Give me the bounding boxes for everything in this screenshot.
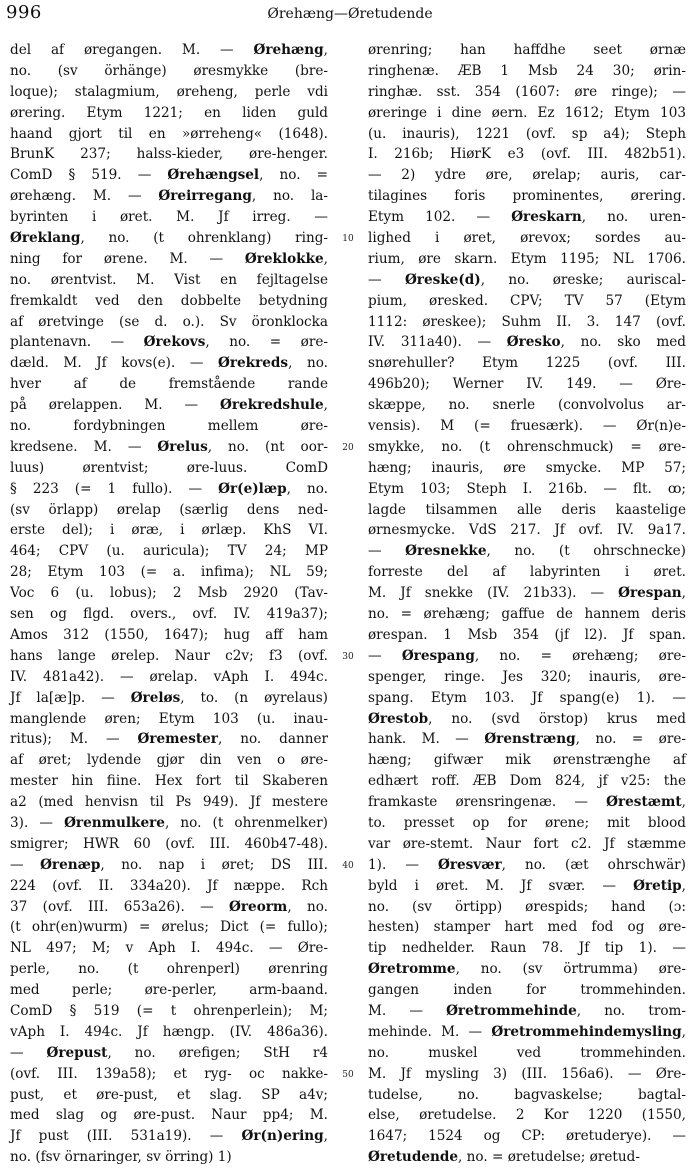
text-line: skæppe, no. snerle (convolvolus ar-: [368, 397, 686, 414]
text-line: haand gjort til en »ørreheng« (1648).: [10, 125, 328, 142]
headword: Ørekovs: [143, 334, 206, 351]
text-line: M. Jf mysling 3) (III. 156a6). — Øre-: [368, 1065, 686, 1082]
text-line: Øreklang, no. (t ohrenklang) ring-: [10, 230, 328, 247]
text-line: hver af de fremstående rande: [10, 376, 328, 393]
text-line: — Øresnekke, no. (t ohrschnecke): [368, 543, 686, 560]
text-line: Voc 6 (u. lobus); 2 Msb 2920 (Tav-: [10, 585, 328, 602]
headword: Ørehængsel: [167, 167, 260, 184]
text-line: smigrer; HWR 60 (ovf. III. 460b47-48).: [10, 835, 328, 852]
text-line: ringhenæ. ÆB 1 Msb 24 30; ørin-: [368, 62, 686, 79]
headword: Ørespang: [401, 647, 475, 664]
text-line: Jf pust (III. 531a19). — Ør(n)ering,: [10, 1128, 328, 1145]
text-line: sen og flgd. overs., ovf. IV. 419a37);: [10, 606, 328, 623]
running-head: Ørehæng—Øretudende: [267, 6, 433, 22]
headword: Øreske(d): [404, 271, 481, 288]
text-line: no. fordybningen mellem øre-: [10, 418, 328, 435]
text-line: Jf la[æ]p. — Øreløs, to. (n øyrelaus): [10, 689, 328, 706]
text-line: a2 (med henvisn til Ps 949). Jf mestere: [10, 794, 328, 811]
text-line: Etym 103; Steph I. 216b. — flt. ꝏ;: [368, 480, 686, 497]
margin-line-number: 20: [342, 443, 354, 454]
margin-line-number: 40: [342, 861, 354, 872]
text-line: på ørelappen. M. — Ørekredshule,: [10, 397, 328, 414]
text-line: tip nedhelder. Raun 78. Jf tip 1). —: [368, 940, 686, 957]
text-line: plantenavn. — Ørekovs, no. = øre-: [10, 334, 328, 351]
text-line: 1112: øreskee); Suhm II. 3. 147 (ovf.: [368, 313, 686, 330]
headword: Ørekreds: [218, 355, 289, 372]
text-line: hank. M. — Ørenstræng, no. = øre-: [368, 731, 686, 748]
text-line: med perle; øre-perler, arm-baand.: [10, 982, 328, 999]
text-line: 224 (ovf. II. 334a20). Jf næppe. Rch: [10, 877, 328, 894]
headword: Øresko: [506, 334, 561, 351]
text-line: IV. 311a40). — Øresko, no. sko med: [368, 334, 686, 351]
text-line: øreringe i dine øern. Ez 1612; Etym 103: [368, 104, 686, 121]
text-line: Øretudende, no. = øretudelse; øretud-: [368, 1149, 640, 1166]
text-line: else, øretudelse. 2 Kor 1220 (1550,: [368, 1107, 686, 1124]
headword: Øreklokke: [244, 250, 324, 267]
text-line: edhært roff. ÆB Dom 824, jf v25: the: [368, 773, 686, 790]
text-line: IV. 481a42). — ørelap. vAph I. 494c.: [10, 668, 328, 685]
text-line: mehinde. M. — Øretrommehindemysling,: [368, 1023, 686, 1040]
text-line: tudelse, no. bagvaskelse; bagtal-: [368, 1086, 686, 1103]
headword: Øreorm: [229, 898, 288, 915]
text-line: tilagines foris prominentes, ørering.: [368, 188, 686, 205]
text-line: loque); stalagmium, øreheng, perle vdi: [10, 83, 328, 100]
text-line: gangen inden for trommehinden.: [368, 982, 686, 999]
text-line: ørespan. 1 Msb 354 (jf l2). Jf span.: [368, 626, 686, 643]
text-line: med slag og øre-pust. Naur pp4; M.: [10, 1107, 328, 1124]
text-line: 1647; 1524 og CP: øretuderye). —: [368, 1128, 686, 1145]
text-line: pium, øresked. CPV; TV 57 (Etym: [368, 292, 686, 309]
text-line: — 2) ydre øre, ørelap; auris, car-: [368, 167, 686, 184]
text-line: pust, et øre-pust, et slag. SP a4v;: [10, 1086, 328, 1103]
headword: Ørespan: [618, 585, 682, 602]
text-line: Øretromme, no. (sv örtrumma) øre-: [368, 961, 686, 978]
headword: Øresnekke: [405, 543, 487, 560]
text-line: Etym 102. — Øreskarn, no. uren-: [368, 209, 686, 226]
headword: Øreløs: [130, 689, 181, 706]
margin-line-number: 50: [342, 1070, 354, 1081]
text-line: hans lange ørelep. Naur c2v; f3 (ovf.: [10, 647, 328, 664]
text-line: var øre-stemt. Naur fort c2. Jf stæmme: [368, 835, 686, 852]
text-line: ringhæ. sst. 354 (1607: øre ringe); —: [368, 83, 686, 100]
text-line: lagde tilsammen alle deris kaastelige: [368, 501, 686, 518]
right-column: [368, 40, 686, 1166]
headword: Øreirregang: [158, 188, 252, 205]
text-line: byld i øret. M. Jf svær. — Øretip,: [368, 877, 686, 894]
headword: Ørenmulkere: [64, 814, 165, 831]
text-line: — Ørenæp, no. nap i øret; DS III.: [10, 856, 328, 873]
text-line: Ørestob, no. (svd örstop) krus med: [368, 710, 686, 727]
text-line: framkaste ørensringenæ. — Ørestæmt,: [368, 794, 686, 811]
headword: Øretudende: [368, 1149, 459, 1166]
text-line: spenger, ringe. Jes 320; inauris, øre-: [368, 668, 686, 685]
headword: Ørenstræng: [484, 731, 576, 748]
headword: Ørenæp: [40, 856, 101, 873]
text-line: af øret; lydende gjør din ven o øre-: [10, 752, 328, 769]
headword: Øretromme: [368, 961, 456, 978]
text-line: hæng; gifwær mik ørenstrænghe af: [368, 752, 686, 769]
margin-line-number: 30: [342, 652, 354, 663]
margin-line-number: 10: [342, 234, 354, 245]
headword: Øretrommehinde: [446, 1002, 577, 1019]
headword: Ørestæmt: [606, 794, 682, 811]
text-line: ComD § 519 (= t ohrenperlein); M;: [10, 1002, 328, 1019]
text-line: snørehuller? Etym 1225 (ovf. III.: [368, 355, 686, 372]
text-line: ørenring; han haffdhe seet ørnæ: [368, 42, 686, 58]
text-line: M. — Øretrommehinde, no. trom-: [368, 1002, 686, 1019]
text-line: smykke, no. (t ohrenschmuck) = øre-: [368, 438, 686, 455]
text-line: forreste del af labyrinten i øret.: [368, 564, 686, 581]
text-line: 28; Etym 103 (= a. infima); NL 59;: [10, 564, 328, 581]
text-line: no. muskel ved trommehinden.: [368, 1044, 686, 1061]
text-line: (ovf. III. 139a58); et ryg- oc nakke-: [10, 1065, 328, 1082]
text-line: (sv örlapp) ørelap (særlig dens ned-: [10, 501, 328, 518]
text-line: no. = ørehæng; gaffue de hannem deris: [368, 606, 686, 623]
text-line: af øretvinge (se d. o.). Sv öronklocka: [10, 313, 328, 330]
headword: Øresvær: [437, 856, 502, 873]
text-line: ning for ørene. M. — Øreklokke,: [10, 250, 328, 267]
text-line: kredsene. M. — Ørelus, no. (nt oor-: [10, 438, 328, 455]
headword: Ørehæng: [253, 42, 324, 58]
text-line: no. (sv örtipp) ørespids; hand (ɔ:: [368, 898, 686, 915]
text-line: ørehæng. M. — Øreirregang, no. la-: [10, 188, 329, 205]
headword: Øremester: [137, 731, 218, 748]
text-line: (u. inauris), 1221 (ovf. sp a4); Steph: [368, 125, 686, 142]
headword: Øretrommehindemysling: [491, 1023, 682, 1040]
text-line: erste del); i øræ, i ørlæp. KhS VI.: [10, 522, 328, 539]
text-line: ritus); M. — Øremester, no. danner: [10, 731, 328, 748]
text-line: ComD § 519. — Ørehængsel, no. =: [10, 167, 328, 184]
text-line: perle, no. (t ohrenperl) ørenring: [10, 961, 328, 978]
headword: Øretip: [633, 877, 682, 894]
text-line: 3). — Ørenmulkere, no. (t ohrenmelker): [10, 814, 328, 831]
text-line: manglende øren; Etym 103 (u. inau-: [10, 710, 328, 727]
headword: Øreskarn: [511, 209, 582, 226]
headword: Ørepust: [46, 1044, 108, 1061]
text-line: (t ohr(en)wurm) = ørelus; Dict (= fullo);: [10, 919, 328, 936]
headword: Ør(n)ering: [241, 1128, 324, 1145]
left-column: [10, 40, 329, 1166]
text-line: luus) ørentvist; øre-luus. ComD: [10, 459, 328, 476]
text-line: § 223 (= 1 fullo). — Ør(e)læp, no.: [10, 480, 328, 497]
text-line: hesten) stamper hart med fod og øre-: [368, 919, 686, 936]
page-number: 996: [6, 2, 42, 23]
text-line: fremkaldt ved den dobbelte betydning: [10, 292, 328, 309]
text-line: 37 (ovf. III. 653a26). — Øreorm, no.: [10, 898, 328, 915]
text-line: to. presset op for ørene; mit blood: [368, 814, 686, 831]
text-line: spang. Etym 103. Jf spang(e) 1). —: [368, 689, 686, 706]
headword: Ørekredshule: [220, 397, 324, 414]
text-line: no. ørentvist. M. Vist en fejltagelse: [10, 271, 328, 288]
text-line: ørering. Etym 1221; en liden guld: [10, 104, 328, 121]
text-line: Amos 312 (1550, 1647); hug aff ham: [10, 626, 328, 643]
text-line: — Ørespang, no. = ørehæng; øre-: [368, 647, 686, 664]
headword: Ørestob: [368, 710, 429, 727]
headword: Øreklang: [10, 230, 81, 247]
text-line: NL 497; M; v Aph I. 494c. — Øre-: [10, 940, 328, 957]
text-line: vAph I. 494c. Jf hængp. (IV. 486a36).: [10, 1023, 328, 1040]
text-line: dæld. M. Jf kovs(e). — Ørekreds, no.: [10, 355, 328, 372]
text-line: rium, øre skarn. Etym 1195; NL 1706.: [368, 250, 686, 267]
headword: Ørelus: [157, 438, 208, 455]
text-line: del af øregangen. M. — Ørehæng,: [10, 42, 328, 58]
text-line: no. (sv örhänge) øresmykke (bre-: [10, 62, 328, 79]
text-line: M. Jf snekke (IV. 21b33). — Ørespan,: [368, 585, 686, 602]
text-line: no. (fsv örnaringer, sv örring) 1): [10, 1149, 232, 1166]
page-header: [0, 0, 700, 30]
text-line: BrunK 237; halss-kieder, øre-henger.: [10, 146, 328, 163]
text-line: 496b20); Werner IV. 149. — Øre-: [368, 376, 686, 393]
text-line: ørnesmycke. VdS 217. Jf ovf. IV. 9a17.: [368, 522, 686, 539]
text-line: mester hin fiine. Hex fort til Skaberen: [10, 773, 328, 790]
text-line: vensis). M (= fruesærk). — Ør(n)e-: [368, 418, 686, 435]
text-line: I. 216b; HiørK e3 (ovf. III. 482b51).: [368, 146, 686, 163]
text-line: — Ørepust, no. ørefigen; StH r4: [10, 1044, 328, 1061]
text-line: lighed i øret, ørevox; sordes au-: [368, 230, 686, 247]
headword: Ør(e)læp: [218, 480, 287, 497]
text-line: 1). — Øresvær, no. (æt ohrschwär): [368, 856, 686, 873]
text-line: byrinten i øret. M. Jf irreg. —: [10, 209, 328, 226]
text-line: — Øreske(d), no. øreske; auriscal-: [368, 271, 686, 288]
text-line: 464; CPV (u. auricula); TV 24; MP: [10, 543, 328, 560]
text-line: hæng; inauris, øre smycke. MP 57;: [368, 459, 686, 476]
